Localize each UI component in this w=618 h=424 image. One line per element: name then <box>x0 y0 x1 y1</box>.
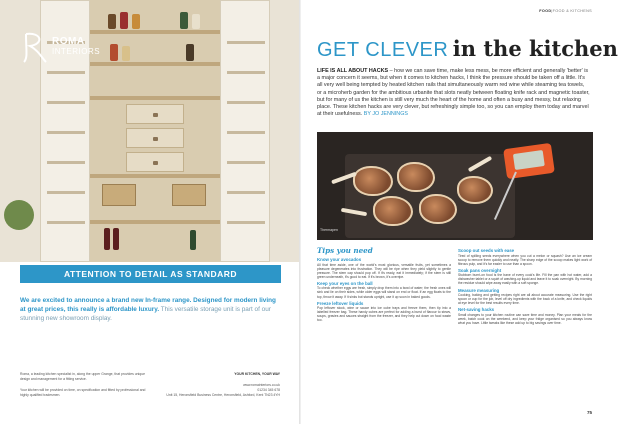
lamb-chop <box>419 194 457 224</box>
tip-heading: Net-saving hacks <box>458 307 495 313</box>
thermometer-icon <box>503 143 555 179</box>
larder-cabinet-photo <box>0 0 299 262</box>
tip-heading: Scoop out seeds with ease <box>458 248 515 253</box>
footer-left <box>20 372 150 404</box>
folio-light: |FOOD & KITCHENS <box>551 9 592 13</box>
footer-address: Unit 15, Heronsfield Business Centre, Heronsfield, Ashford, Kent TN23 4YH <box>166 393 280 397</box>
footer-website[interactable]: www.romainteriors.co.uk <box>243 383 280 387</box>
intro-lead: We are excited to announce a brand new In-frame range. Designed for modern living at great prices, this really is affordable luxury. <box>20 297 276 313</box>
tip-body: To check whether eggs are fresh, simply drop them into a bowl of water; the fresh ones will sink and lie on their sides, while older eggs will stand on end or float. If an egg floats to the top, throw it away. If it sinks but stands upright, use it up soon in baked goods. <box>317 286 451 299</box>
roma-interiors-logo <box>20 30 110 70</box>
lead-paragraph <box>317 68 590 118</box>
lamb-chops-thermometer-photo <box>317 132 593 240</box>
footer-tagline: YOUR KITCHEN, YOUR WAY <box>234 372 280 376</box>
plant <box>4 200 34 230</box>
tip-heading: Know your avocados <box>317 257 362 262</box>
lamb-chop <box>397 162 435 192</box>
tip-heading: Keep your eyes on the ball <box>317 280 373 286</box>
footer-phone: 01234 345 678 <box>257 388 280 392</box>
headline <box>317 36 618 62</box>
headline-bold: in the kitchen <box>452 36 618 61</box>
tip-body: Tired of spilling seeds everywhere when you cut a melon or squash? Use an ice cream scoop to remove them quickly and neatly. The sharp edge of the scoop makes light work of fibrous pulp, and it's far easier to use than a spoon. <box>458 253 592 266</box>
left-page <box>0 0 299 424</box>
tip-heading: Freeze leftover liquids <box>317 300 364 306</box>
tips-title: Tips you need <box>317 246 373 255</box>
lamb-chop <box>457 176 493 204</box>
footer-line-2: Your kitchen will be provided on time, on specification and fitted by professional and highly qualified tradesmen. <box>20 388 146 397</box>
tip-heading: Measure measuring <box>458 287 500 293</box>
tips-column-2 <box>458 246 592 325</box>
logo-name: ROMA <box>52 36 85 47</box>
roma-monogram-icon <box>20 30 50 64</box>
photo-caption: Thermapen <box>320 228 338 232</box>
logo-subtitle: INTERIORS <box>52 47 101 56</box>
banner-attention-to-detail: ATTENTION TO DETAIL AS STANDARD <box>20 265 281 283</box>
footer-line-1: Roma, a leading kitchen specialist in, along the upper Grange, that provides unique design and management for a fitting service. <box>20 372 145 381</box>
lead-credit: BY JO JENNINGS <box>362 111 408 118</box>
tip-body: Small changes to your kitchen routine can save time and money. Plan your meals for the week, batch cook on the weekend, and keep your fridge organised so you always know what you have. Little tweaks like these add up to big savings over time. <box>458 312 592 326</box>
tip-body: Stubborn burnt-on food is the bane of every cook's life. Fill the pan with hot water, add a dishwasher tablet or a squirt of washing-up liquid and leave it to soak overnight. By morning the residue should wipe away easily with a soft sponge. <box>458 273 592 286</box>
footer-right <box>160 372 280 398</box>
section-folio <box>539 9 592 13</box>
lamb-chop <box>353 166 393 196</box>
tip-body: All that time aside, one of the world's most glorious, versatile fruits, yet sometimes a pleasure degenerates into frustration. They will be ripe when they yield slightly to gentle pressure. The stem cap should pop off. If it's ready, eat it immediately; if the stem is still green underneath, it's good to eat. If it's brown, it's overripe. <box>317 262 451 279</box>
folio-bold: FOOD <box>539 9 552 13</box>
lead-bold: LIFE IS ALL ABOUT HACKS <box>317 68 389 74</box>
page-number: 75 <box>586 410 592 415</box>
tip-body: Cooking, baking and getting recipes right are all about accurate measuring. Use the right spoon or cup for the job, level off dry ingredients with the back of a knife, and check liquids at eye level for the best results every time. <box>458 293 592 306</box>
right-page <box>301 0 618 424</box>
lamb-chop <box>373 196 413 226</box>
tip-body: Pop leftover stock, wine or sauce into ice cube trays and freeze them, then tip into a labelled freezer bag. These handy cubes are perfect for adding a burst of flavour to stews, soups, gravies and sauces straight from the freezer, and they help cut down on food waste too. <box>317 306 451 323</box>
lead-text: – how we can save time, make less mess, be more efficient and generally 'better' is a major concern it seems, but when it comes to kitchen hacks, I think the pressure should be taken off a little. It's all very well being tempted by heated kitchen rails that simultaneously warm red wine while steaming tea towels, or a microherb garden for the ambitious urbanite that slots neatly between floating knife rack and magnetic toaster, but for many of us the kitchen is still very much the heart of the home and often a busy and messy, but relaxing place. These kitchen hacks are very clever, but refreshingly simple too, so you can employ them today and marvel at their usefulness. <box>317 68 590 118</box>
cabinet-door-right <box>220 0 270 262</box>
tips-column-1 <box>317 246 451 323</box>
headline-light: GET CLEVER <box>317 39 449 61</box>
tip-heading: Soak pans overnight <box>458 267 502 273</box>
intro-paragraph <box>20 296 282 323</box>
intro-rest: This versatile storage unit is part of our stunning new showroom display. <box>20 306 271 322</box>
